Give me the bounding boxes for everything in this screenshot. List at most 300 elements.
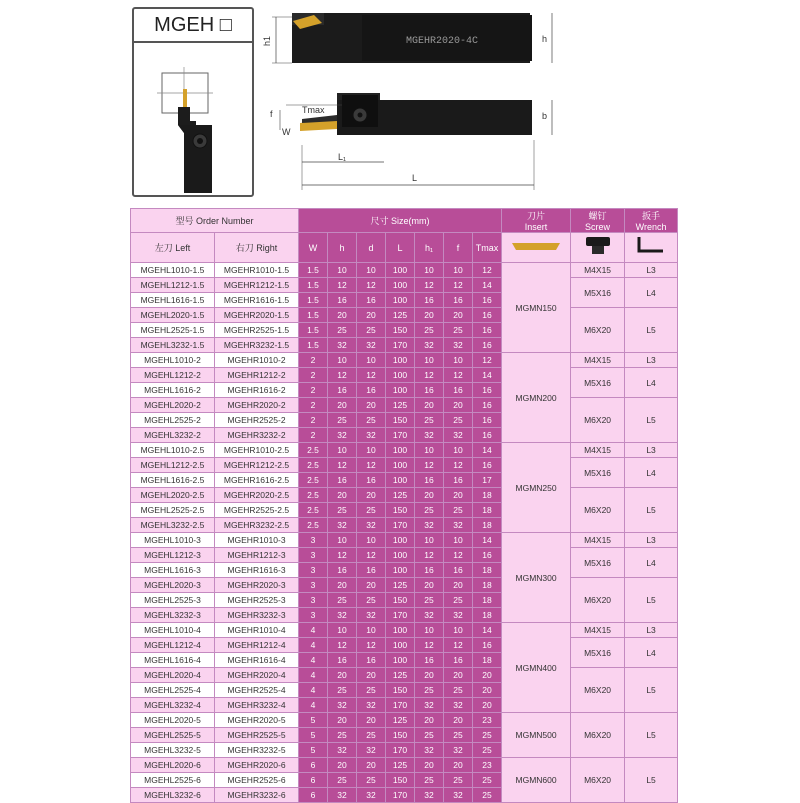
table-row (131, 623, 678, 638)
header-order-number: 型号 Order Number (131, 209, 299, 233)
cell-dim-l: 100 (386, 278, 415, 293)
cell-dim-d: 10 (357, 623, 386, 638)
cell-dim-h1: 10 (415, 623, 444, 638)
cell-dim-l: 170 (386, 698, 415, 713)
cell-dim-d: 20 (357, 668, 386, 683)
header-dim-w: W (299, 233, 328, 263)
cell-dim-d: 16 (357, 563, 386, 578)
cell-dim-tmax: 18 (473, 503, 502, 518)
cell-left-code: MGEHL2020-4 (131, 668, 215, 683)
cell-wrench: L3 (625, 263, 678, 278)
header-size: 尺寸 Size(mm) (299, 209, 502, 233)
cell-dim-tmax: 23 (473, 713, 502, 728)
cell-right-code: MGEHR1212-4 (215, 638, 299, 653)
cell-dim-d: 10 (357, 533, 386, 548)
cell-dim-tmax: 14 (473, 623, 502, 638)
cell-right-code: MGEHR3232-1.5 (215, 338, 299, 353)
cell-screw: M5X16 (571, 548, 625, 578)
cell-dim-f: 16 (444, 293, 473, 308)
cell-dim-tmax: 20 (473, 683, 502, 698)
cell-dim-h1: 32 (415, 338, 444, 353)
cell-right-code: MGEHR2020-6 (215, 758, 299, 773)
cell-screw: M6X20 (571, 758, 625, 803)
cell-dim-d: 10 (357, 353, 386, 368)
cell-dim-h: 20 (328, 668, 357, 683)
cell-dim-f: 10 (444, 623, 473, 638)
cell-dim-f: 12 (444, 458, 473, 473)
cell-dim-w: 1.5 (299, 338, 328, 353)
cell-dim-w: 2 (299, 428, 328, 443)
header-wrench-en: Wrench (635, 222, 667, 232)
insert-icon (510, 240, 562, 252)
cell-left-code: MGEHL2525-6 (131, 773, 215, 788)
cell-right-code: MGEHR2525-2.5 (215, 503, 299, 518)
header-wrench (625, 209, 678, 233)
cell-dim-h1: 32 (415, 698, 444, 713)
cell-dim-f: 32 (444, 518, 473, 533)
cell-dim-l: 170 (386, 788, 415, 803)
cell-dim-l: 100 (386, 548, 415, 563)
cell-dim-d: 12 (357, 638, 386, 653)
cell-dim-w: 1.5 (299, 323, 328, 338)
cell-dim-tmax: 18 (473, 653, 502, 668)
cell-dim-tmax: 18 (473, 563, 502, 578)
cell-dim-tmax: 20 (473, 698, 502, 713)
cell-dim-f: 16 (444, 383, 473, 398)
cell-dim-h1: 20 (415, 758, 444, 773)
cell-right-code: MGEHR2020-5 (215, 713, 299, 728)
cell-dim-tmax: 14 (473, 368, 502, 383)
table-row (131, 638, 678, 653)
cell-screw: M6X20 (571, 308, 625, 353)
cell-dim-h1: 16 (415, 473, 444, 488)
cell-dim-w: 6 (299, 758, 328, 773)
cell-dim-h1: 12 (415, 368, 444, 383)
cell-screw: M4X15 (571, 443, 625, 458)
cell-dim-tmax: 18 (473, 608, 502, 623)
cell-dim-h: 32 (328, 743, 357, 758)
cell-dim-l: 100 (386, 353, 415, 368)
cell-dim-h: 20 (328, 578, 357, 593)
cell-dim-d: 25 (357, 593, 386, 608)
cell-wrench: L4 (625, 638, 678, 668)
cell-dim-tmax: 16 (473, 383, 502, 398)
cell-right-code: MGEHR2020-4 (215, 668, 299, 683)
cell-dim-h1: 25 (415, 323, 444, 338)
cell-dim-l: 170 (386, 743, 415, 758)
cell-wrench: L5 (625, 713, 678, 758)
cell-dim-l: 150 (386, 593, 415, 608)
cell-left-code: MGEHL2020-6 (131, 758, 215, 773)
cell-dim-f: 25 (444, 683, 473, 698)
header-dim-l: L (386, 233, 415, 263)
cell-dim-w: 4 (299, 638, 328, 653)
cell-wrench: L4 (625, 278, 678, 308)
cell-dim-d: 32 (357, 608, 386, 623)
label-h1: h1 (262, 35, 272, 47)
cell-dim-d: 12 (357, 278, 386, 293)
cell-left-code: MGEHL1212-3 (131, 548, 215, 563)
cell-dim-d: 32 (357, 698, 386, 713)
cell-left-code: MGEHL1616-2.5 (131, 473, 215, 488)
cell-left-code: MGEHL1616-4 (131, 653, 215, 668)
cell-dim-w: 3 (299, 578, 328, 593)
cell-screw: M6X20 (571, 668, 625, 713)
cell-dim-w: 2 (299, 353, 328, 368)
cell-dim-d: 25 (357, 728, 386, 743)
cell-dim-w: 4 (299, 668, 328, 683)
cell-left-code: MGEHL3232-6 (131, 788, 215, 803)
cell-wrench: L3 (625, 443, 678, 458)
cell-insert: MGMN200 (502, 353, 571, 443)
header-dim-d: d (357, 233, 386, 263)
cell-dim-w: 2 (299, 413, 328, 428)
cell-screw: M6X20 (571, 488, 625, 533)
cell-right-code: MGEHR3232-5 (215, 743, 299, 758)
cell-dim-f: 12 (444, 368, 473, 383)
cell-dim-l: 125 (386, 398, 415, 413)
cell-dim-l: 170 (386, 608, 415, 623)
cell-dim-f: 20 (444, 713, 473, 728)
cell-dim-tmax: 18 (473, 488, 502, 503)
cell-dim-tmax: 12 (473, 353, 502, 368)
cell-dim-l: 125 (386, 668, 415, 683)
wrench-image-cell (625, 233, 678, 263)
cell-dim-d: 25 (357, 503, 386, 518)
cell-dim-tmax: 16 (473, 398, 502, 413)
cell-dim-l: 100 (386, 623, 415, 638)
cell-dim-w: 5 (299, 743, 328, 758)
cell-dim-f: 20 (444, 398, 473, 413)
table-row (131, 443, 678, 458)
cell-dim-w: 2.5 (299, 458, 328, 473)
cell-dim-h: 25 (328, 683, 357, 698)
cell-left-code: MGEHL2020-5 (131, 713, 215, 728)
cell-dim-w: 6 (299, 773, 328, 788)
cell-dim-tmax: 25 (473, 773, 502, 788)
cell-dim-h: 32 (328, 428, 357, 443)
cell-dim-w: 3 (299, 548, 328, 563)
cell-right-code: MGEHR3232-2.5 (215, 518, 299, 533)
cell-dim-h1: 12 (415, 458, 444, 473)
cell-dim-tmax: 25 (473, 743, 502, 758)
cell-dim-l: 150 (386, 413, 415, 428)
cell-dim-h1: 10 (415, 533, 444, 548)
cell-dim-l: 150 (386, 728, 415, 743)
cell-dim-f: 10 (444, 263, 473, 278)
cell-dim-w: 2 (299, 383, 328, 398)
cell-dim-w: 4 (299, 683, 328, 698)
label-l1: L₁ (338, 152, 347, 162)
cell-dim-h1: 20 (415, 308, 444, 323)
header-insert-en: Insert (524, 222, 548, 232)
cell-dim-l: 100 (386, 638, 415, 653)
cell-dim-f: 12 (444, 278, 473, 293)
cell-dim-h: 16 (328, 653, 357, 668)
cell-dim-h: 32 (328, 698, 357, 713)
cell-right-code: MGEHR1616-4 (215, 653, 299, 668)
cell-dim-w: 3 (299, 593, 328, 608)
table-row (131, 263, 678, 278)
cell-screw: M5X16 (571, 458, 625, 488)
table-row (131, 458, 678, 473)
cell-left-code: MGEHL3232-2.5 (131, 518, 215, 533)
cell-left-code: MGEHL1010-3 (131, 533, 215, 548)
header-insert (502, 209, 571, 233)
cell-dim-h: 16 (328, 563, 357, 578)
cell-left-code: MGEHL2525-5 (131, 728, 215, 743)
cell-screw: M5X16 (571, 638, 625, 668)
cell-dim-d: 12 (357, 368, 386, 383)
cell-dim-h: 10 (328, 353, 357, 368)
cell-right-code: MGEHR2020-2 (215, 398, 299, 413)
insert-image-cell (502, 233, 571, 263)
cell-dim-d: 32 (357, 743, 386, 758)
cell-right-code: MGEHR3232-2 (215, 428, 299, 443)
cell-dim-d: 25 (357, 413, 386, 428)
cell-right-code: MGEHR3232-4 (215, 698, 299, 713)
cell-dim-d: 16 (357, 383, 386, 398)
cell-left-code: MGEHL3232-3 (131, 608, 215, 623)
cell-right-code: MGEHR1212-1.5 (215, 278, 299, 293)
cell-dim-w: 3 (299, 608, 328, 623)
cell-wrench: L5 (625, 308, 678, 353)
cell-dim-l: 100 (386, 563, 415, 578)
cell-dim-h1: 25 (415, 773, 444, 788)
cell-dim-d: 32 (357, 518, 386, 533)
header-insert-cn: 刀片 (527, 211, 546, 221)
cell-dim-d: 20 (357, 758, 386, 773)
cell-dim-h: 10 (328, 263, 357, 278)
cell-dim-d: 32 (357, 338, 386, 353)
cell-dim-d: 20 (357, 308, 386, 323)
cell-dim-l: 100 (386, 533, 415, 548)
cell-dim-w: 1.5 (299, 263, 328, 278)
cell-dim-h: 12 (328, 548, 357, 563)
cell-dim-h: 25 (328, 773, 357, 788)
cell-dim-h1: 20 (415, 488, 444, 503)
cell-wrench: L5 (625, 758, 678, 803)
screw-icon (578, 233, 618, 257)
cell-left-code: MGEHL1010-2.5 (131, 443, 215, 458)
cell-dim-l: 100 (386, 263, 415, 278)
cell-right-code: MGEHR1616-2.5 (215, 473, 299, 488)
cell-dim-d: 25 (357, 773, 386, 788)
cell-right-code: MGEHR1010-4 (215, 623, 299, 638)
cell-dim-l: 100 (386, 458, 415, 473)
cell-left-code: MGEHL1616-2 (131, 383, 215, 398)
cell-dim-h1: 20 (415, 398, 444, 413)
table-row (131, 548, 678, 563)
screw-image-cell (571, 233, 625, 263)
cell-left-code: MGEHL1212-1.5 (131, 278, 215, 293)
cell-dim-h1: 10 (415, 263, 444, 278)
cell-dim-w: 2.5 (299, 473, 328, 488)
tool-holder-drawings (262, 5, 562, 200)
cell-dim-l: 100 (386, 293, 415, 308)
cell-dim-h1: 16 (415, 563, 444, 578)
cell-dim-tmax: 18 (473, 518, 502, 533)
cell-right-code: MGEHR1010-3 (215, 533, 299, 548)
cell-dim-f: 20 (444, 488, 473, 503)
label-tmax: Tmax (302, 105, 325, 115)
cell-dim-h1: 25 (415, 593, 444, 608)
cell-left-code: MGEHL1616-1.5 (131, 293, 215, 308)
cell-wrench: L4 (625, 548, 678, 578)
cell-dim-f: 20 (444, 668, 473, 683)
cell-dim-l: 125 (386, 488, 415, 503)
cell-screw: M5X16 (571, 278, 625, 308)
header-screw (571, 209, 625, 233)
cell-insert: MGMN400 (502, 623, 571, 713)
cell-dim-tmax: 12 (473, 263, 502, 278)
cell-dim-f: 12 (444, 638, 473, 653)
cell-dim-w: 4 (299, 698, 328, 713)
cell-left-code: MGEHL1010-4 (131, 623, 215, 638)
header-screw-en: Screw (585, 222, 611, 232)
cell-dim-h1: 12 (415, 638, 444, 653)
cell-dim-f: 16 (444, 653, 473, 668)
header-dim-h1: h₁ (415, 233, 444, 263)
title-box (132, 7, 254, 197)
cell-dim-h1: 16 (415, 293, 444, 308)
cell-dim-w: 2 (299, 368, 328, 383)
cell-dim-f: 32 (444, 698, 473, 713)
cell-dim-h: 32 (328, 338, 357, 353)
cell-wrench: L5 (625, 578, 678, 623)
cell-wrench: L4 (625, 368, 678, 398)
cell-dim-tmax: 16 (473, 638, 502, 653)
cell-dim-h: 20 (328, 398, 357, 413)
cell-right-code: MGEHR3232-6 (215, 788, 299, 803)
cell-right-code: MGEHR2525-6 (215, 773, 299, 788)
cell-dim-w: 2.5 (299, 488, 328, 503)
cell-dim-f: 25 (444, 593, 473, 608)
cell-dim-w: 2.5 (299, 518, 328, 533)
cell-dim-h: 10 (328, 533, 357, 548)
cell-dim-tmax: 14 (473, 443, 502, 458)
cell-dim-f: 32 (444, 743, 473, 758)
cell-left-code: MGEHL3232-4 (131, 698, 215, 713)
cell-dim-h: 10 (328, 623, 357, 638)
cell-dim-d: 16 (357, 653, 386, 668)
cell-dim-h1: 32 (415, 518, 444, 533)
cell-dim-l: 170 (386, 518, 415, 533)
cell-left-code: MGEHL2525-4 (131, 683, 215, 698)
cell-dim-w: 5 (299, 713, 328, 728)
cell-dim-d: 25 (357, 323, 386, 338)
cell-dim-h: 12 (328, 278, 357, 293)
cell-dim-h1: 32 (415, 608, 444, 623)
cell-insert: MGMN600 (502, 758, 571, 803)
cell-left-code: MGEHL2020-1.5 (131, 308, 215, 323)
cell-screw: M4X15 (571, 623, 625, 638)
cell-insert: MGMN250 (502, 443, 571, 533)
cell-right-code: MGEHR1212-3 (215, 548, 299, 563)
table-row (131, 398, 678, 413)
cell-dim-h: 20 (328, 308, 357, 323)
cell-left-code: MGEHL2020-2 (131, 398, 215, 413)
cell-dim-d: 25 (357, 683, 386, 698)
cell-dim-h1: 10 (415, 443, 444, 458)
cell-dim-l: 125 (386, 308, 415, 323)
cell-dim-f: 25 (444, 728, 473, 743)
label-w: W (282, 127, 291, 137)
cell-dim-f: 20 (444, 758, 473, 773)
cell-dim-w: 2.5 (299, 443, 328, 458)
cell-dim-h1: 12 (415, 278, 444, 293)
cell-dim-f: 10 (444, 353, 473, 368)
cell-screw: M4X15 (571, 353, 625, 368)
header-left: 左刀 Left (131, 233, 215, 263)
cell-left-code: MGEHL3232-1.5 (131, 338, 215, 353)
cell-dim-w: 1.5 (299, 278, 328, 293)
cell-dim-l: 125 (386, 713, 415, 728)
cell-left-code: MGEHL2020-3 (131, 578, 215, 593)
cell-dim-w: 4 (299, 623, 328, 638)
cell-dim-tmax: 17 (473, 473, 502, 488)
cell-dim-tmax: 25 (473, 728, 502, 743)
cell-dim-tmax: 16 (473, 308, 502, 323)
cell-left-code: MGEHL1212-2 (131, 368, 215, 383)
cell-dim-h: 20 (328, 758, 357, 773)
cell-right-code: MGEHR1616-3 (215, 563, 299, 578)
cell-dim-w: 4 (299, 653, 328, 668)
cell-dim-l: 125 (386, 758, 415, 773)
cell-wrench: L3 (625, 623, 678, 638)
cell-left-code: MGEHL1010-1.5 (131, 263, 215, 278)
cell-dim-tmax: 25 (473, 788, 502, 803)
cell-dim-tmax: 14 (473, 533, 502, 548)
cell-dim-f: 16 (444, 473, 473, 488)
cell-dim-h: 32 (328, 608, 357, 623)
spec-table-body (131, 263, 678, 803)
table-row (131, 578, 678, 593)
cell-dim-f: 10 (444, 443, 473, 458)
cell-dim-h1: 12 (415, 548, 444, 563)
cell-dim-h1: 25 (415, 503, 444, 518)
cell-left-code: MGEHL3232-5 (131, 743, 215, 758)
table-row (131, 368, 678, 383)
cell-screw: M5X16 (571, 368, 625, 398)
cell-right-code: MGEHR3232-3 (215, 608, 299, 623)
cell-dim-l: 150 (386, 773, 415, 788)
cell-dim-l: 100 (386, 443, 415, 458)
cell-dim-l: 125 (386, 578, 415, 593)
cell-dim-h1: 16 (415, 383, 444, 398)
cell-dim-w: 3 (299, 563, 328, 578)
cell-dim-f: 12 (444, 548, 473, 563)
cell-dim-h1: 25 (415, 683, 444, 698)
cell-left-code: MGEHL1212-2.5 (131, 458, 215, 473)
cell-right-code: MGEHR1212-2.5 (215, 458, 299, 473)
cell-dim-d: 32 (357, 788, 386, 803)
cell-insert: MGMN500 (502, 713, 571, 758)
cell-dim-h: 20 (328, 488, 357, 503)
cell-dim-l: 150 (386, 683, 415, 698)
cell-wrench: L5 (625, 398, 678, 443)
cell-dim-tmax: 16 (473, 548, 502, 563)
table-row (131, 713, 678, 728)
cell-screw: M6X20 (571, 398, 625, 443)
cell-dim-h: 32 (328, 788, 357, 803)
cell-dim-f: 32 (444, 608, 473, 623)
cell-dim-f: 10 (444, 533, 473, 548)
cell-wrench: L4 (625, 458, 678, 488)
cell-dim-l: 150 (386, 323, 415, 338)
table-row (131, 353, 678, 368)
label-b: b (542, 111, 548, 121)
